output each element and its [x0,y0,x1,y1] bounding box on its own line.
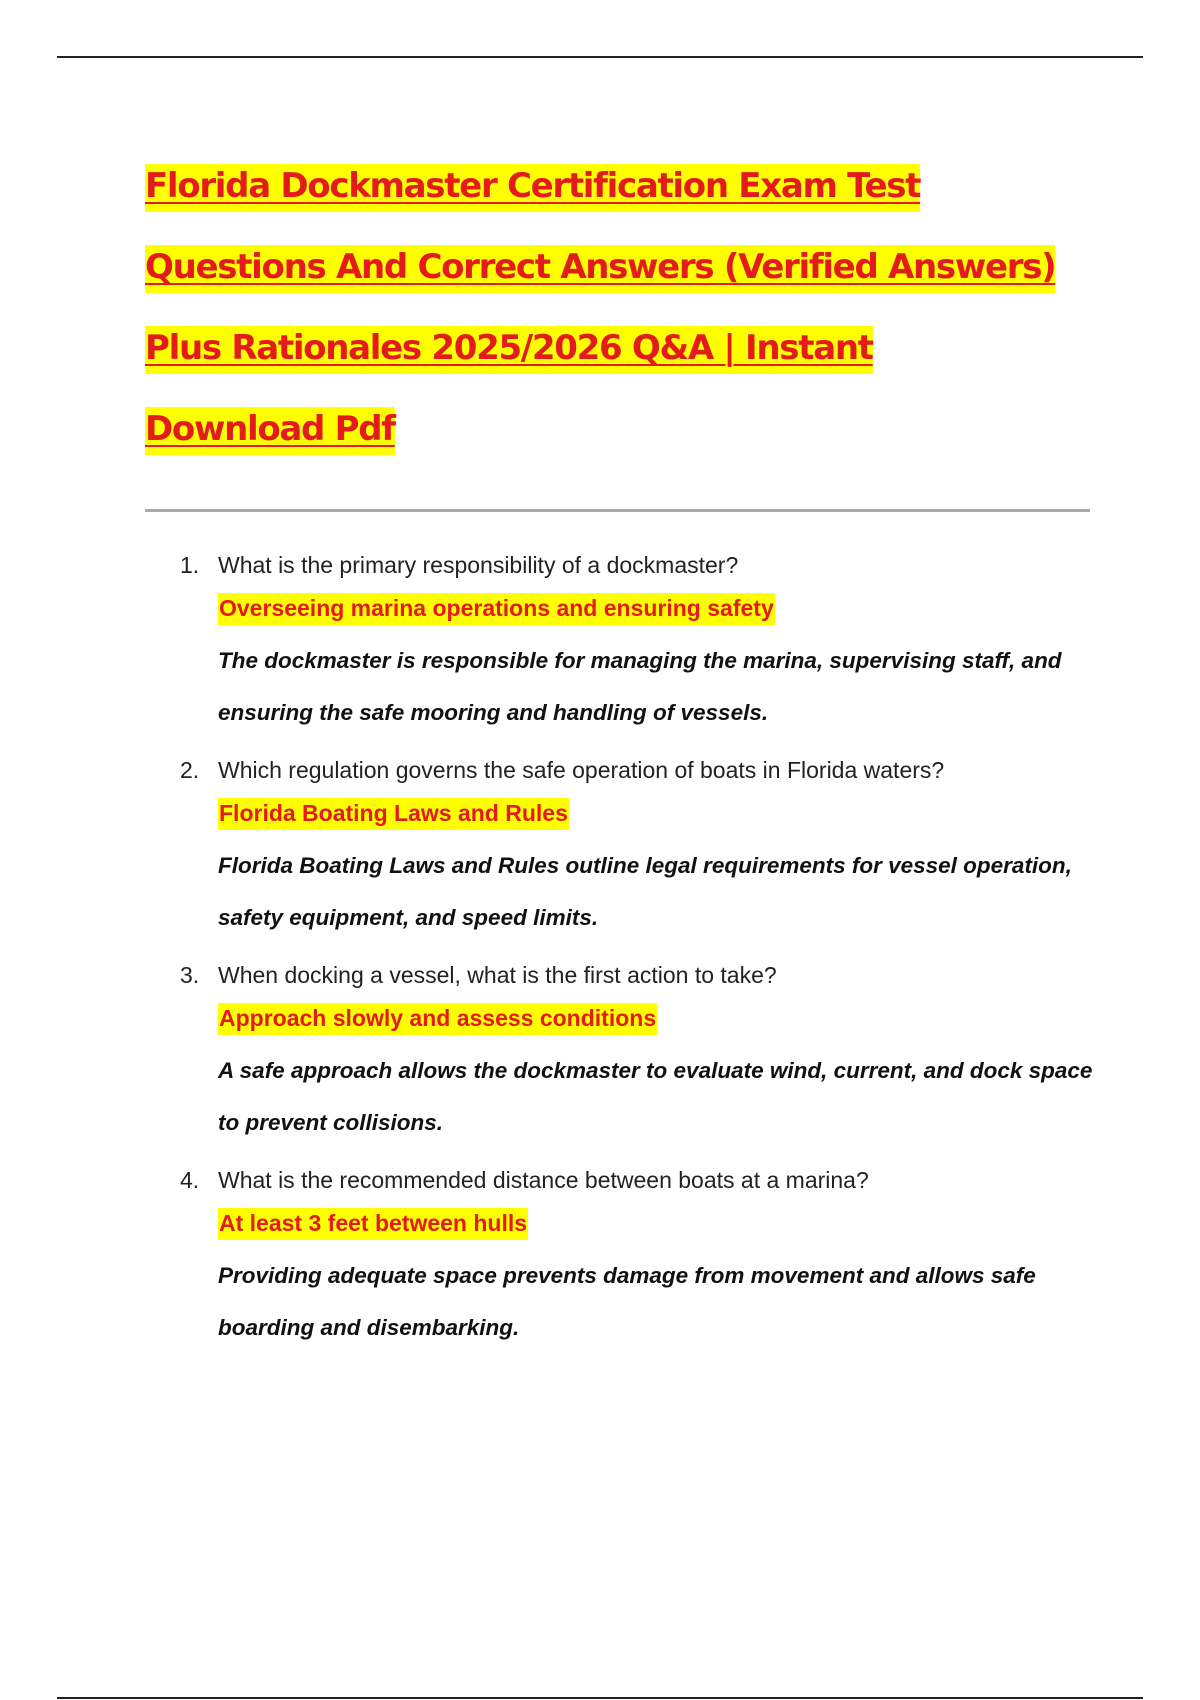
question-text: What is the primary responsibility of a dockmaster? [218,552,739,578]
title-line-text: Plus Rationales 2025/2026 Q&A | Instant [145,326,873,374]
answer-text: Overseeing marina operations and ensuring safety [218,593,775,625]
question-text: Which regulation governs the safe operation of boats in Florida waters? [218,757,945,783]
question-number: 1. [180,552,200,578]
question-item [180,548,1100,739]
question-number: 2. [180,757,200,783]
question-list [180,548,1100,1368]
answer-line [218,582,1100,635]
question-text: What is the recommended distance between boats at a marina? [218,1167,869,1193]
document-title [145,146,1105,470]
question-number: 3. [180,962,200,988]
question-item [180,958,1100,1149]
question-text: When docking a vessel, what is the first action to take? [218,962,777,988]
answer-line [218,1197,1100,1250]
section-divider [145,509,1090,512]
title-line [145,308,1105,389]
title-line [145,227,1105,308]
question-number: 4. [180,1167,200,1193]
rationale-text: Florida Boating Laws and Rules outline legal requirements for vessel operation, safety equipment, and speed limits. [218,853,1072,930]
title-line [145,146,1105,227]
rationale-text: Providing adequate space prevents damage from movement and allows safe boarding and disembarking. [218,1263,1036,1340]
question-item [180,753,1100,944]
question-item [180,1163,1100,1354]
answer-text: Florida Boating Laws and Rules [218,798,569,830]
answer-text: At least 3 feet between hulls [218,1208,528,1240]
title-line-text: Questions And Correct Answers (Verified Answers) [145,245,1055,293]
rationale-text: The dockmaster is responsible for managing the marina, supervising staff, and ensuring the safe mooring and handling of vessels. [218,648,1062,725]
title-line-text: Download Pdf [145,407,395,455]
top-rule [57,56,1143,58]
title-line-text: Florida Dockmaster Certification Exam Test [145,164,920,212]
answer-line [218,787,1100,840]
title-line [145,389,1105,470]
bottom-rule [57,1697,1143,1699]
rationale-text: A safe approach allows the dockmaster to evaluate wind, current, and dock space to prevent collisions. [218,1058,1093,1135]
answer-line [218,992,1100,1045]
answer-text: Approach slowly and assess conditions [218,1003,657,1035]
